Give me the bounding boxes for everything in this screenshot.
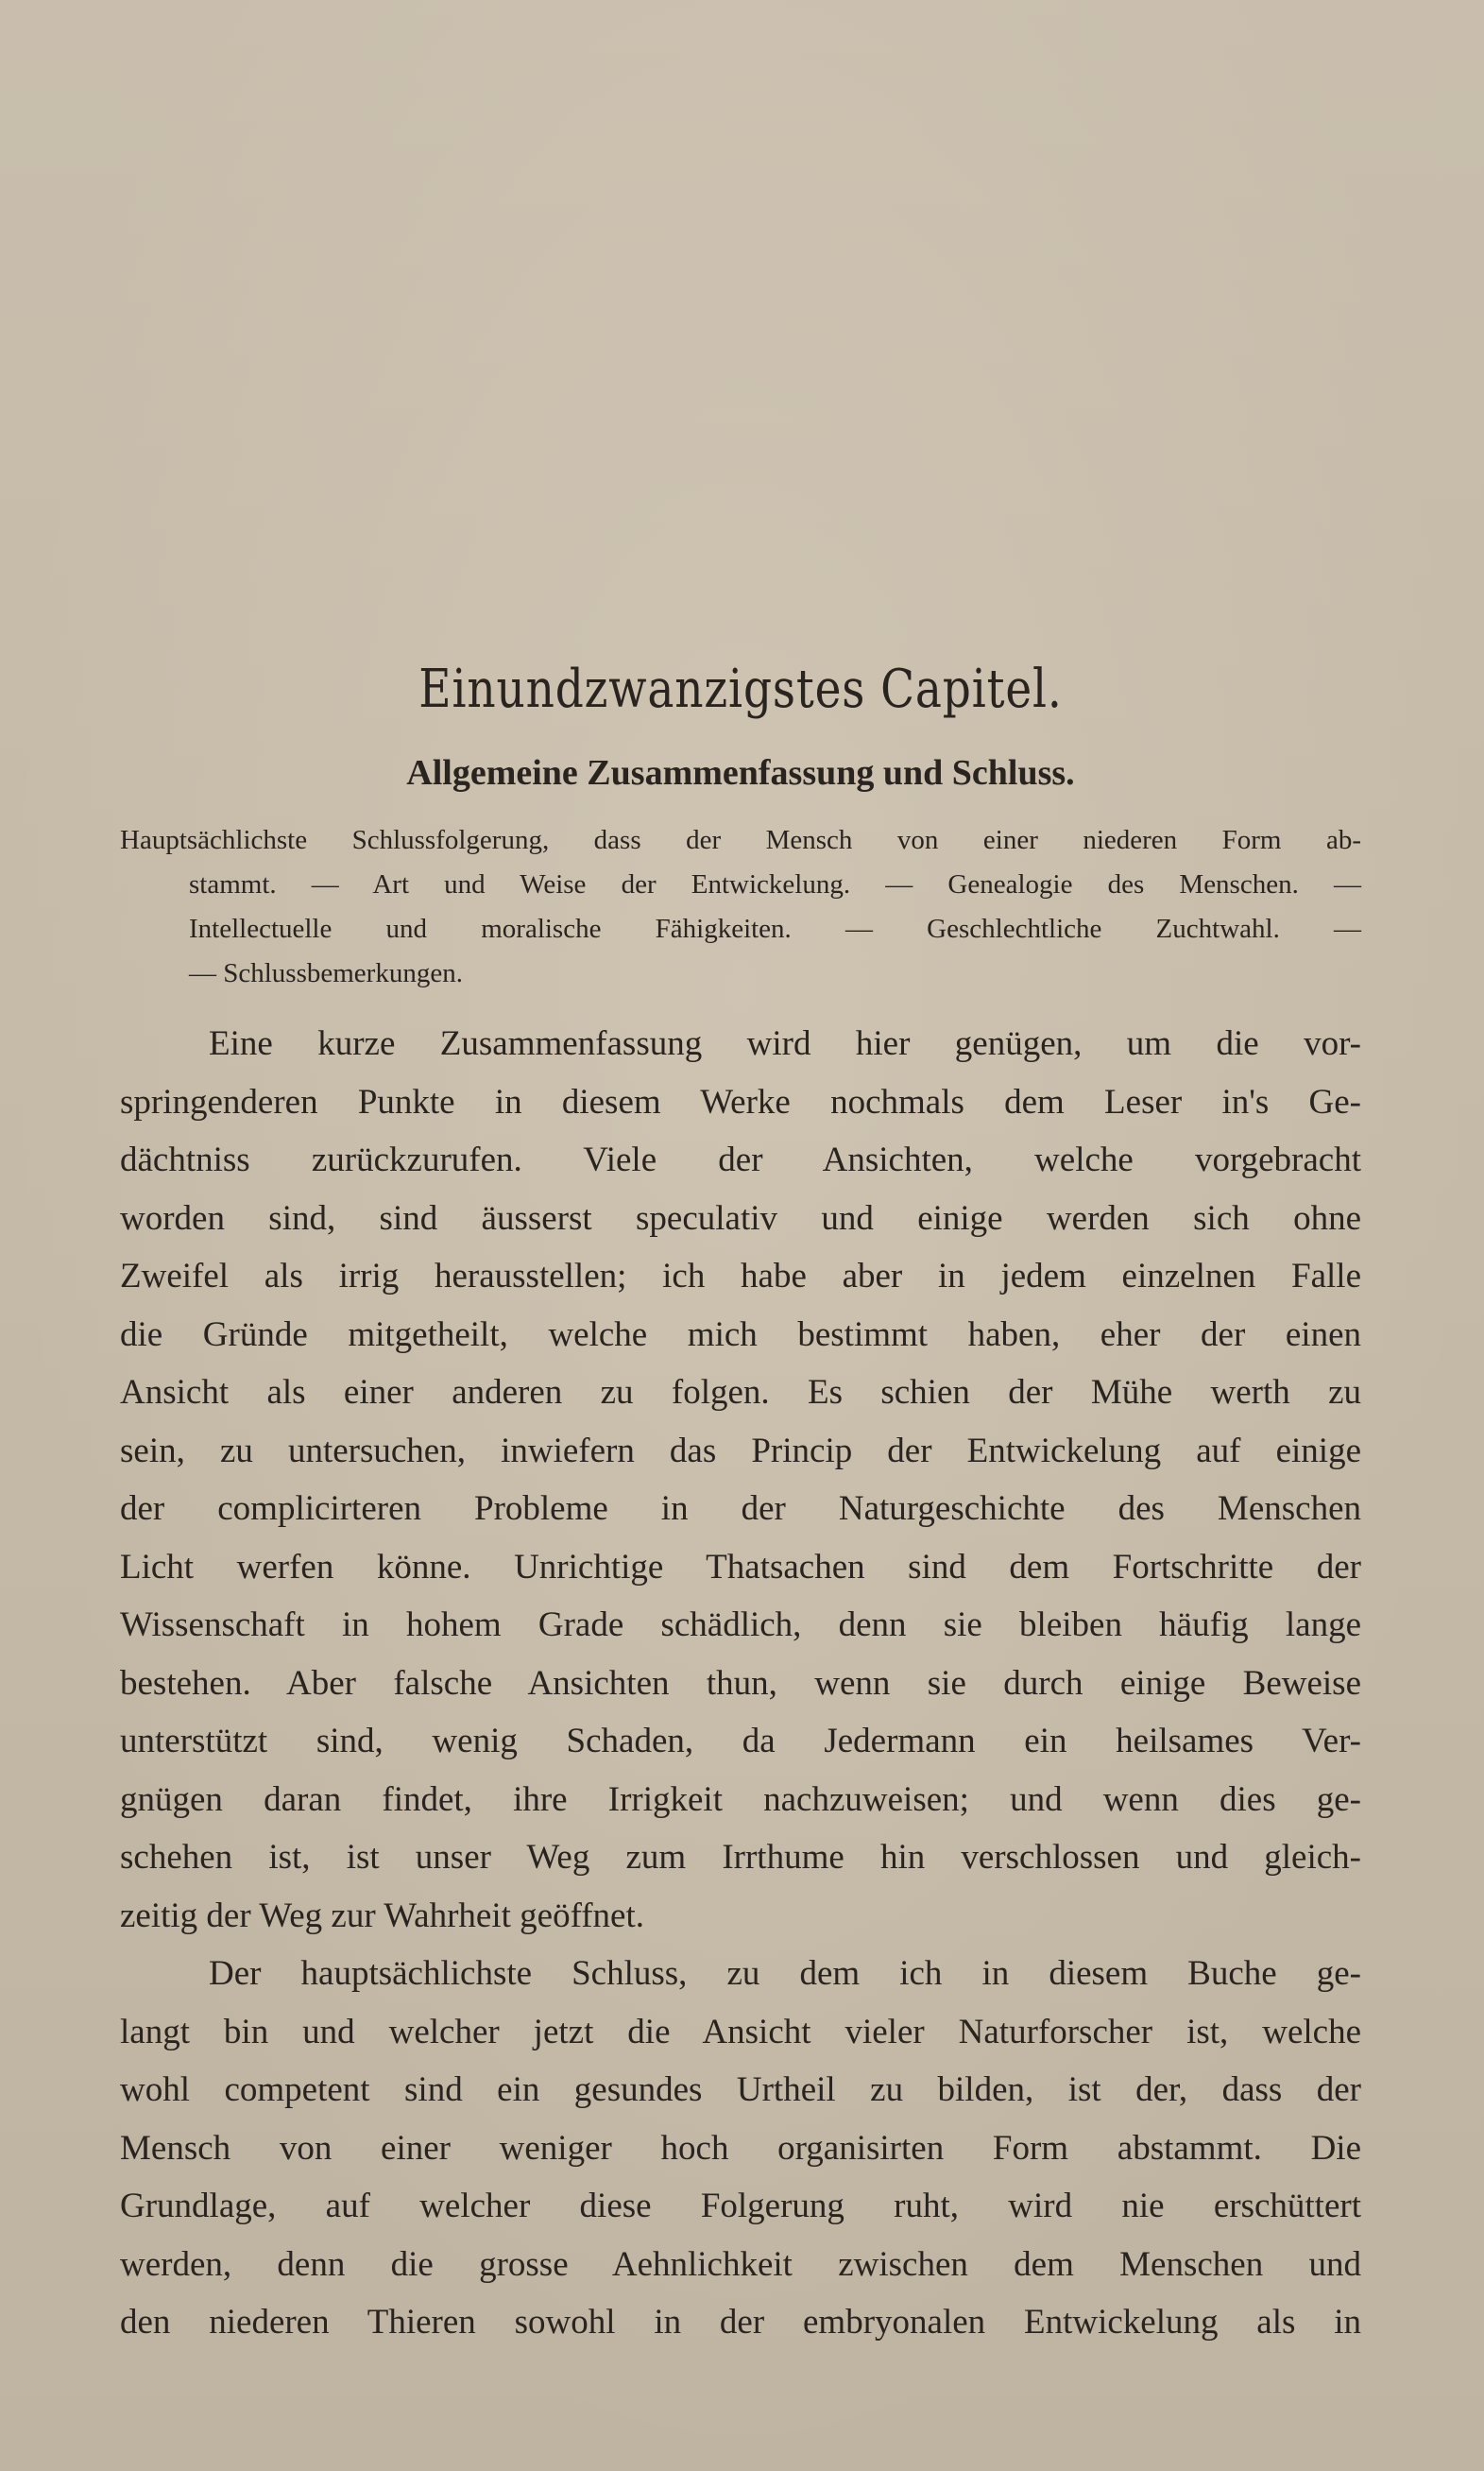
chapter-title: Einundzwanzigstes Capitel. — [418, 659, 1063, 720]
text-line: Licht werfen könne. Unrichtige Thatsachen sind dem Fortschritte der — [120, 1547, 1361, 1587]
text-line: Zweifel als irrig herausstellen; ich habe aber in jedem einzelnen Falle — [120, 1257, 1361, 1296]
text-block — [120, 652, 1361, 2352]
text-line: Ansicht als einer anderen zu folgen. Es schien der Mühe werth zu — [120, 1373, 1361, 1412]
text-line: den niederen Thieren sowohl in der embryonalen Entwickelung als in — [120, 2303, 1361, 2342]
text-line: sein, zu untersuchen, inwiefern das Princip der Entwickelung auf einige — [120, 1431, 1361, 1470]
text-line: dächtniss zurückzurufen. Viele der Ansichten, welche vorgebracht — [120, 1141, 1361, 1179]
text-line: werden, denn die grosse Aehnlichkeit zwischen dem Menschen und — [120, 2244, 1361, 2284]
paragraph-2 — [120, 1945, 1361, 2352]
text-line: wohl competent sind ein gesundes Urtheil zu bilden, ist der, dass der — [120, 2070, 1361, 2109]
text-line: zeitig der Weg zur Wahrheit geöffnet. — [120, 1896, 644, 1935]
text-line: gnügen daran findet, ihre Irrigkeit nachzuweisen; und wenn dies ge- — [120, 1779, 1361, 1819]
text-line: die Gründe mitgetheilt, welche mich bestimmt haben, eher der einen — [120, 1314, 1361, 1354]
body-text — [120, 1015, 1361, 2352]
text-line: springenderen Punkte in diesem Werke nochmals dem Leser in's Ge- — [120, 1082, 1361, 1122]
text-line: langt bin und welcher jetzt die Ansicht vieler Naturforscher ist, welche — [120, 2012, 1361, 2051]
summary-line: stammt. — Art und Weise der Entwickelung. — Genealogie des Menschen. — — [189, 869, 1361, 900]
chapter-summary — [120, 818, 1361, 996]
text-line: Grundlage, auf welcher diese Folgerung ruht, wird nie erschüttert — [120, 2187, 1361, 2225]
text-line: Mensch von einer weniger hoch organisirten Form abstammt. Die — [120, 2128, 1361, 2168]
summary-line: Hauptsächlichste Schlussfolgerung, dass der Mensch von einer niederen Form ab- — [120, 825, 1361, 855]
text-line: der complicirteren Probleme in der Naturgeschichte des Menschen — [120, 1489, 1361, 1528]
summary-line: Intellectuelle und moralische Fähigkeiten. — Geschlechtliche Zuchtwahl. — — [189, 914, 1361, 944]
text-line: schehen ist, ist unser Weg zum Irrthume hin verschlossen und gleich- — [120, 1838, 1361, 1877]
text-line: worden sind, sind äusserst speculativ und einige werden sich ohne — [120, 1198, 1361, 1238]
text-line: Wissenschaft in hohem Grade schädlich, denn sie bleiben häufig lange — [120, 1605, 1361, 1644]
text-line: Eine kurze Zusammenfassung wird hier genügen, um die vor- — [209, 1024, 1361, 1063]
paragraph-1 — [120, 1015, 1361, 1945]
text-line: Der hauptsächlichste Schluss, zu dem ich in diesem Buche ge- — [209, 1954, 1361, 1993]
chapter-subtitle: Allgemeine Zusammenfassung und Schluss. — [406, 753, 1075, 793]
text-line: bestehen. Aber falsche Ansichten thun, wenn sie durch einige Beweise — [120, 1663, 1361, 1703]
text-line: unterstützt sind, wenig Schaden, da Jedermann ein heilsames Ver- — [120, 1722, 1361, 1760]
summary-line: — Schlussbemerkungen. — [189, 958, 463, 988]
